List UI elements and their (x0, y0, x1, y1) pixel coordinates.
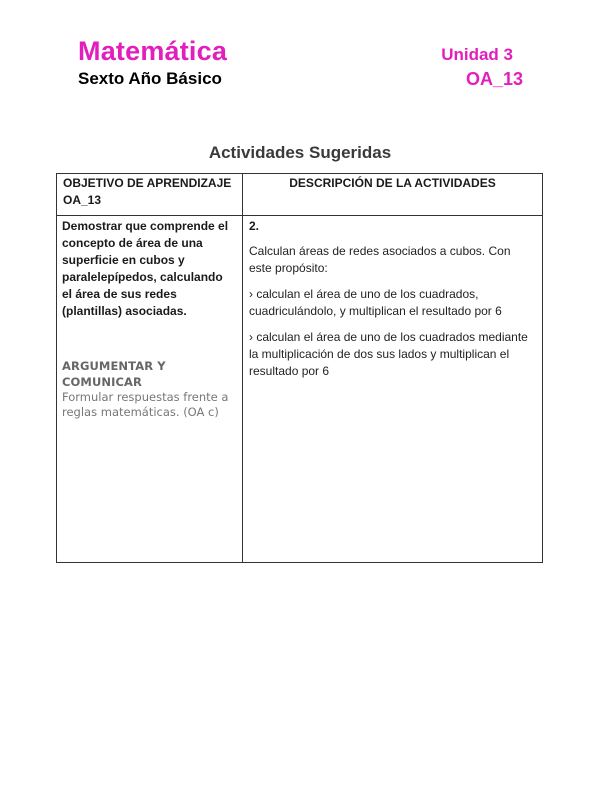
table-body-row (57, 216, 543, 563)
section-title: Actividades Sugeridas (208, 143, 392, 162)
activities-table (56, 173, 543, 563)
activity-step-2: › calculan el área de uno de los cuadrados mediante la multiplicación de dos sus lados y multiplican el resultado por 6 (249, 330, 528, 378)
skill-title: ARGUMENTAR Y COMUNICAR (62, 359, 166, 389)
table-header-row (57, 174, 543, 216)
grade-level: Sexto Año Básico (78, 69, 222, 88)
subject-title: Matemática (78, 36, 228, 66)
description-cell (243, 216, 543, 563)
activity-intro: Calculan áreas de redes asociados a cubos. Con este propósito: (249, 244, 511, 275)
skill-description: Formular respuestas frente a reglas matemáticas. (OA c) (62, 390, 229, 419)
activity-number: 2. (249, 219, 260, 233)
objective-cell (57, 216, 243, 563)
oa-code: OA_13 (465, 69, 523, 89)
skill-block (62, 358, 236, 420)
objective-text: Demostrar que comprende el concepto de área de una superficie en cubos y paralelepípedos, calculando el área de sus redes (plantillas) asociadas. (62, 219, 229, 318)
objective-column-header: OBJETIVO DE APRENDIZAJE OA_13 (57, 174, 243, 216)
activity-step-1: › calculan el área de uno de los cuadrados, cuadriculándolo, y multiplican el resultado por 6 (249, 287, 502, 318)
description-column-header: DESCRIPCIÓN DE LA ACTIVIDADES (243, 174, 543, 216)
page-header (78, 36, 523, 96)
unit-label: Unidad 3 (441, 45, 513, 64)
